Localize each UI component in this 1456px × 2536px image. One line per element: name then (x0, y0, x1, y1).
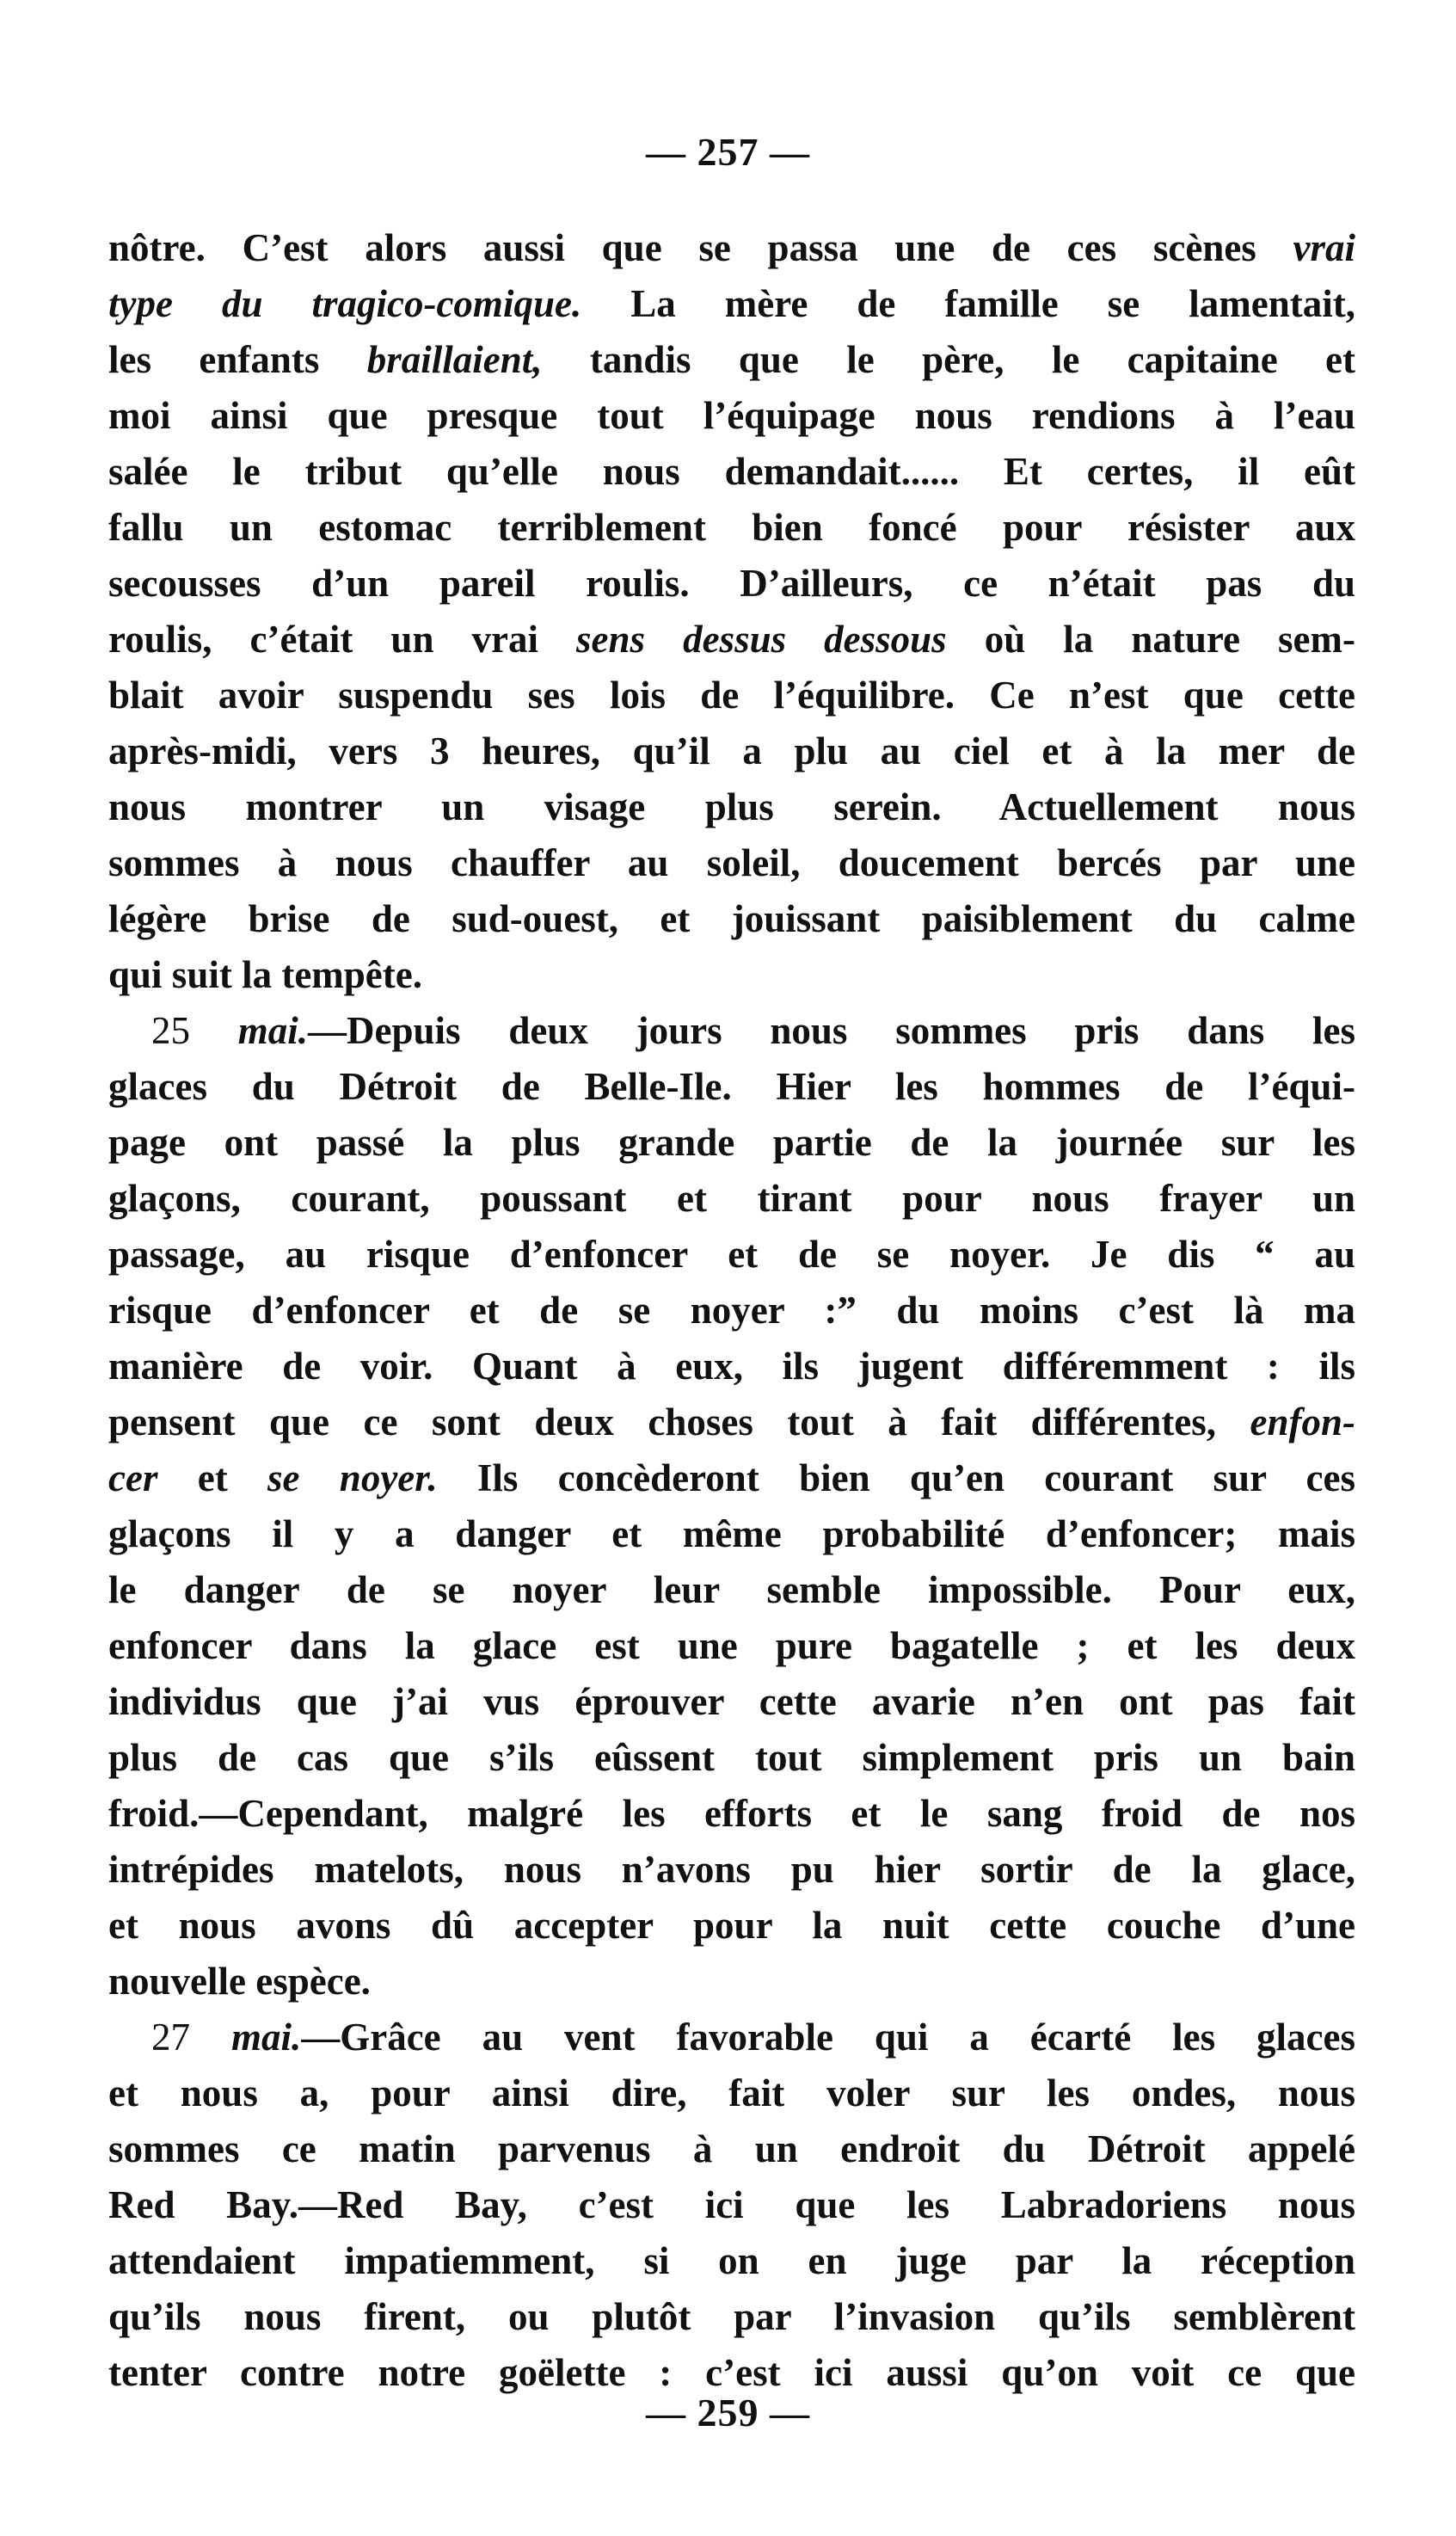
text-run: sommes à nous chauffer au soleil, doucement bercés par une (108, 841, 1355, 884)
text-run: fallu un estomac terriblement bien foncé pour résister aux (108, 506, 1355, 549)
text-line (108, 1618, 1355, 1674)
text-run: moi ainsi que presque tout l’équipage nous rendions à l’eau (108, 394, 1355, 437)
text-line (108, 276, 1355, 332)
text-run: et (157, 1456, 268, 1499)
italic-text: vrai (1293, 226, 1355, 269)
page-number-top: — 257 — (646, 130, 810, 174)
text-run: blait avoir suspendu ses lois de l’équilibre. Ce n’est que cette (108, 674, 1355, 717)
text-line (108, 612, 1355, 668)
text-run: le danger de se noyer leur semble impossible. Pour eux, (108, 1568, 1355, 1611)
text-run: 25 (151, 1009, 238, 1052)
text-run: salée le tribut qu’elle nous demandait...... Et certes, il eût (108, 450, 1355, 493)
text-run: —Depuis deux jours nous sommes pris dans les (308, 1009, 1356, 1052)
text-line (108, 2177, 1355, 2233)
text-line (108, 1227, 1355, 1283)
text-run: glaçons il y a danger et même probabilité d’enfoncer; mais (108, 1512, 1355, 1555)
text-line (108, 2289, 1355, 2345)
text-line (108, 1898, 1355, 1954)
text-run: froid.—Cependant, malgré les efforts et le sang froid de nos (108, 1792, 1355, 1835)
text-line (108, 1003, 1355, 1059)
text-line (108, 1954, 1355, 2010)
text-line (108, 1674, 1355, 1730)
text-run: nôtre. C’est alors aussi que se passa une de ces scènes (108, 226, 1293, 269)
text-line (108, 556, 1355, 612)
text-line (108, 1730, 1355, 1786)
text-line (108, 1394, 1355, 1450)
text-line (108, 2121, 1355, 2177)
text-line (108, 2010, 1355, 2065)
text-run: qu’ils nous firent, ou plutôt par l’invasion qu’ils semblèrent (108, 2295, 1355, 2338)
italic-text: cer (108, 1456, 158, 1499)
text-line (108, 947, 1355, 1003)
text-line (108, 668, 1355, 723)
text-line (108, 1171, 1355, 1227)
italic-text: sens dessus dessous (576, 618, 947, 661)
text-run: glaces du Détroit de Belle-Ile. Hier les hommes de l’équi- (108, 1065, 1355, 1108)
text-line (108, 1786, 1355, 1842)
text-line (108, 332, 1355, 388)
text-line (108, 1842, 1355, 1898)
text-run: glaçons, courant, poussant et tirant pour nous frayer un (108, 1177, 1355, 1220)
text-line (108, 1059, 1355, 1115)
text-line (108, 2233, 1355, 2289)
text-run: manière de voir. Quant à eux, ils jugent différemment : ils (108, 1345, 1355, 1388)
text-run: tenter contre notre goëlette : c’est ici aussi qu’on voit ce que (108, 2351, 1355, 2394)
text-run: passage, au risque d’enfoncer et de se noyer. Je dis “ au (108, 1233, 1355, 1276)
italic-text: enfon- (1250, 1400, 1355, 1443)
text-run: après-midi, vers 3 heures, qu’il a plu au ciel et à la mer de (108, 729, 1355, 772)
text-line (108, 2065, 1355, 2121)
text-line (108, 1450, 1355, 1506)
text-run: attendaient impatiemment, si on en juge par la réception (108, 2239, 1355, 2282)
text-run: roulis, c’était un vrai (108, 618, 577, 661)
text-run: et nous a, pour ainsi dire, fait voler sur les ondes, nous (108, 2071, 1355, 2114)
text-run: intrépides matelots, nous n’avons pu hier sortir de la glace, (108, 1848, 1355, 1891)
italic-text: se noyer. (267, 1456, 438, 1499)
text-line (108, 500, 1355, 556)
text-line (108, 1339, 1355, 1394)
text-run: pensent que ce sont deux choses tout à fait différentes, (108, 1400, 1250, 1443)
text-run: individus que j’ai vus éprouver cette avarie n’en ont pas fait (108, 1680, 1355, 1723)
text-line (108, 779, 1355, 835)
text-line (108, 1562, 1355, 1618)
text-line (108, 1283, 1355, 1339)
text-line (108, 1506, 1355, 1562)
text-line (108, 444, 1355, 500)
italic-text: braillaient, (366, 338, 543, 381)
text-run: Ils concèderont bien qu’en courant sur ces (437, 1456, 1356, 1499)
text-line (108, 220, 1355, 276)
text-run: légère brise de sud-ouest, et jouissant paisiblement du calme (108, 897, 1355, 940)
text-line (108, 835, 1355, 891)
text-line (108, 723, 1355, 779)
text-line (108, 891, 1355, 947)
text-run: Red Bay.—Red Bay, c’est ici que les Labradoriens nous (108, 2183, 1355, 2226)
italic-text: mai. (230, 2016, 302, 2059)
text-run: La mère de famille se lamentait, (581, 282, 1355, 325)
italic-text: type du tragico-comique. (108, 282, 582, 325)
text-run: 27 (151, 2016, 231, 2059)
text-run: où la nature sem- (946, 618, 1355, 661)
text-run: enfoncer dans la glace est une pure bagatelle ; et les deux (108, 1624, 1355, 1667)
text-run: nouvelle espèce. (108, 1960, 371, 2003)
text-run: sommes ce matin parvenus à un endroit du Détroit appelé (108, 2127, 1355, 2170)
text-run: plus de cas que s’ils eûssent tout simplement pris un bain (108, 1736, 1355, 1779)
italic-text: mai. (237, 1009, 309, 1052)
page-number-bottom: — 259 — (646, 2391, 810, 2434)
text-line (108, 388, 1355, 444)
text-run: qui suit la tempête. (108, 953, 422, 996)
body-text (108, 220, 1355, 2401)
text-line (108, 1115, 1355, 1171)
text-run: —Grâce au vent favorable qui a écarté les glaces (301, 2016, 1356, 2059)
text-run: risque d’enfoncer et de se noyer :” du moins c’est là ma (108, 1289, 1355, 1332)
text-run: tandis que le père, le capitaine et (542, 338, 1355, 381)
text-run: les enfants (108, 338, 367, 381)
text-run: secousses d’un pareil roulis. D’ailleurs, ce n’était pas du (108, 562, 1355, 605)
text-run: nous montrer un visage plus serein. Actuellement nous (108, 785, 1355, 828)
text-run: page ont passé la plus grande partie de la journée sur les (108, 1121, 1355, 1164)
text-run: et nous avons dû accepter pour la nuit cette couche d’une (108, 1904, 1355, 1947)
